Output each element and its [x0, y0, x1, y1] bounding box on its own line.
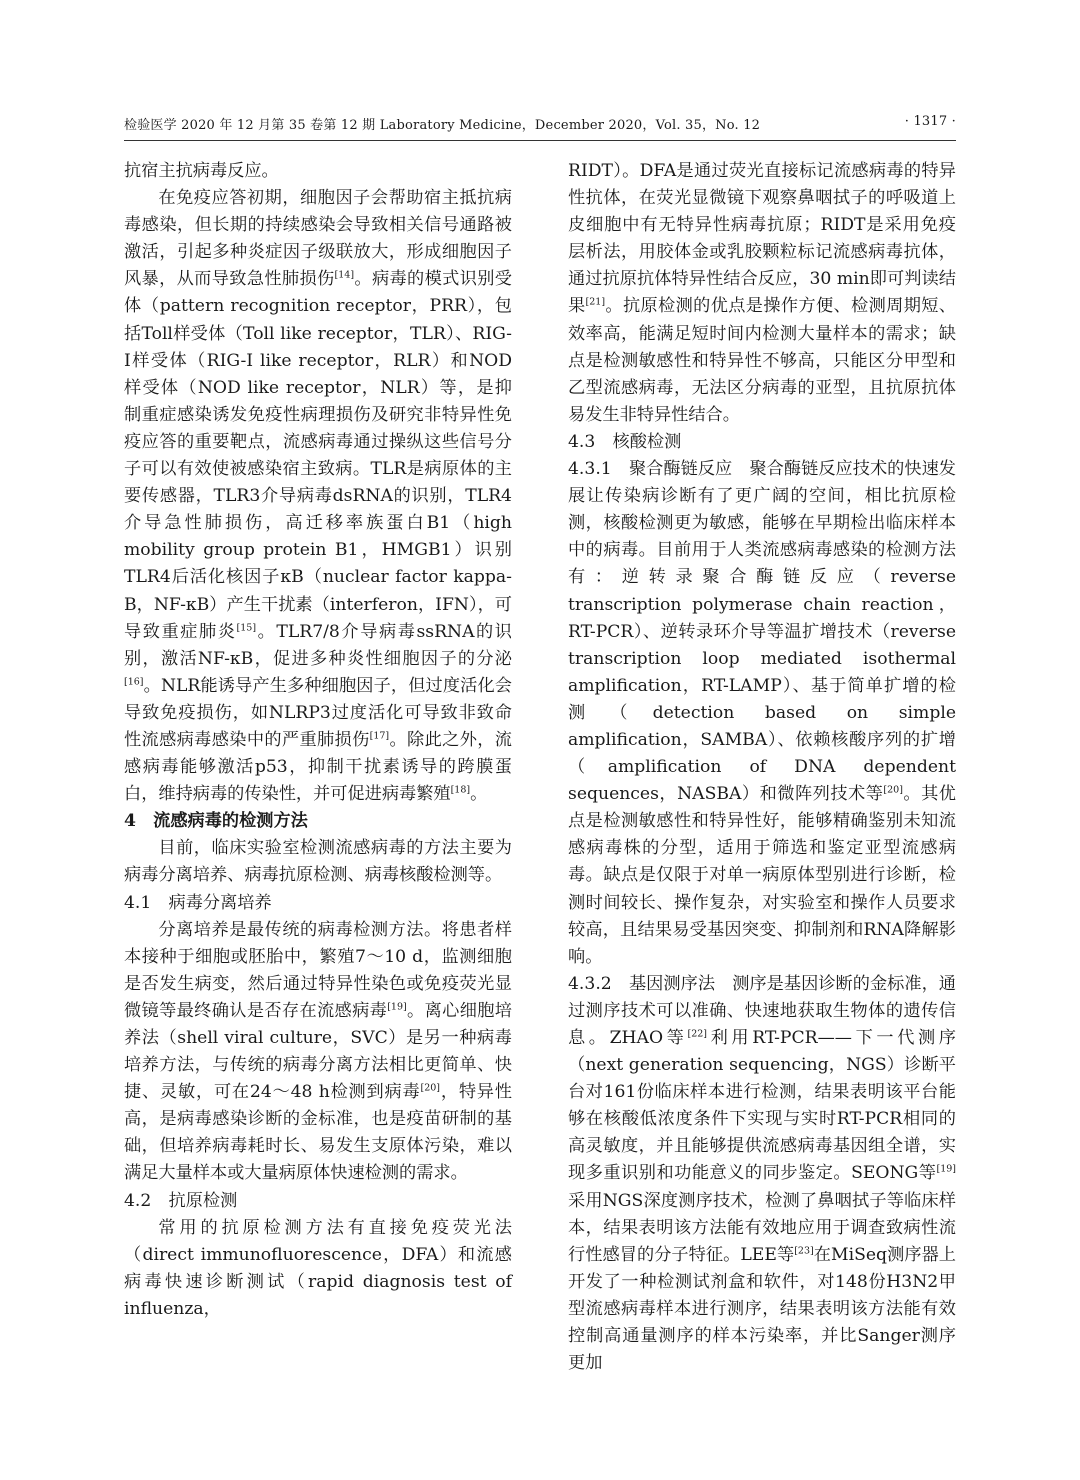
text-run: 4 流感病毒的检测方法	[124, 811, 308, 832]
text-run: 。	[470, 784, 488, 805]
paragraph	[124, 835, 512, 889]
text-run: 利用RT-PCR——下一代测序（next generation sequencing，NGS）诊断平台对161份临床样本进行检测，结果表明该平台能够在核酸低浓度条件下实现与实时RT-PCR相同的高灵敏度，并且能够提供流感病毒基因组全谱，实现多重识别和功能意义的同步鉴定。SEONG等	[568, 1028, 956, 1184]
citation-ref: [21]	[585, 296, 606, 308]
citation-ref: [23]	[794, 1245, 814, 1257]
left-column	[124, 158, 512, 1323]
citation-ref: [22]	[687, 1028, 707, 1040]
paragraph	[568, 456, 956, 971]
text-run: 4.1 病毒分离培养	[124, 892, 272, 913]
paragraph	[568, 158, 956, 429]
text-run: 抗宿主抗病毒反应。	[124, 161, 279, 181]
text-run: 4.3.1 聚合酶链反应 聚合酶链反应技术的快速发展让传染病诊断有了更广阔的空间，相比抗原检测，核酸检测更为敏感，能够在早期检出临床样本中的病毒。目前用于人类流感病毒感染的检测方法有：逆转录聚合酶链反应（reverse transcription polymerase chain reaction，RT-PCR）、逆转录环介导等温扩增技术（reverse transcription loop mediated isothermal amplification，RT-LAMP）、基于简单扩增的检测（detection based on simple amplification，SAMBA）、依赖核酸序列的扩增（amplification of DNA dependent sequences，NASBA）和微阵列技术等	[568, 459, 956, 805]
citation-ref: [14]	[334, 269, 355, 281]
text-run: 在MiSeq测序器上开发了一种检测试剂盒和软件，对148份H3N2甲型流感病毒样本进行测序，结果表明该方法能有效控制高通量测序的样本污染率，并比Sanger测序更加	[568, 1244, 956, 1374]
citation-ref: [19]	[936, 1163, 956, 1175]
right-column	[568, 158, 956, 1377]
journal-citation: 检验医学 2020 年 12 月第 35 卷第 12 期 Laboratory Medicine，December 2020，Vol. 35，No. 12	[124, 118, 761, 133]
citation-ref: [15]	[236, 621, 257, 633]
citation-ref: [20]	[883, 784, 903, 796]
text-run: 目前，临床实验室检测流感病毒的方法主要为病毒分离培养、病毒抗原检测、病毒核酸检测等。	[124, 838, 512, 886]
citation-ref: [17]	[369, 730, 390, 742]
text-run: 。TLR7/8介导病毒ssRNA的识别，激活NF-κB，促进多种炎性细胞因子的分泌	[124, 621, 512, 669]
text-run: 。病毒的模式识别受体（pattern recognition receptor，PRR），包括Toll样受体（Toll like receptor，TLR）、RIG-I样受体（RIG-I like receptor，RLR）和NOD样受体（NOD like receptor，NLR）等，是抑制重症感染诱发免疫性病理损伤及研究非特异性免疫应答的重要靶点，流感病毒通过操纵这些信号分子可以有效使被感染宿主致病。TLR是病原体的主要传感器，TLR3介导病毒dsRNA的识别，TLR4介导急性肺损伤，高迁移率族蛋白B1（high mobility group protein B1，HMGB1）识别TLR4后活化核因子κB（nuclear factor kappa-B，NF-κB）产生干扰素（interferon，IFN），可导致重症肺炎	[124, 269, 512, 642]
text-run: 采用NGS深度测序技术，检测了鼻咽拭子等临床样本，结果表明该方法能有效地应用于调查致病性流行性感冒的分子特征。LEE等	[568, 1190, 956, 1265]
citation-ref: [20]	[420, 1082, 441, 1094]
paragraph	[124, 185, 512, 808]
subsection-heading	[124, 890, 512, 917]
page-number: · 1317 ·	[904, 114, 956, 129]
citation-ref: [16]	[124, 676, 144, 688]
text-run: 。NLR能诱导产生多种细胞因子，但过度活化会导致免疫损伤，如NLRP3过度活化可导致非致命性流感病毒感染中的严重肺损伤	[124, 675, 512, 750]
paragraph	[124, 917, 512, 1188]
subsection-heading	[568, 429, 956, 456]
text-run: 。其优点是检测敏感性和特异性好，能够精确鉴别未知流感病毒株的分型，适用于筛选和鉴定亚型流感病毒。缺点是仅限于对单一病原体型别进行诊断，检测时间较长、操作复杂，对实验室和操作人员要求较高，且结果易受基因突变、抑制剂和RNA降解影响。	[568, 784, 956, 967]
text-run: 4.3.2 基因测序法 测序是基因诊断的金标准，通过测序技术可以准确、快速地获取生物体的遗传信息。ZHAO等	[568, 973, 956, 1048]
citation-ref: [18]	[450, 784, 471, 796]
citation-ref: [19]	[387, 1001, 407, 1013]
paragraph	[124, 1215, 512, 1323]
paragraph	[124, 158, 512, 185]
header-rule	[124, 140, 956, 141]
text-run: 在免疫应答初期，细胞因子会帮助宿主抵抗病毒感染，但长期的持续感染会导致相关信号通路被激活，引起多种炎症因子级联放大，形成细胞因子风暴，从而导致急性肺损伤	[124, 188, 512, 290]
text-run: ，特异性高，是病毒感染诊断的金标准，也是疫苗研制的基础，但培养病毒耗时长、易发生支原体污染，难以满足大量样本或大量病原体快速检测的需求。	[124, 1082, 512, 1184]
subsection-heading	[124, 1188, 512, 1215]
text-run: 。离心细胞培养法（shell viral culture，SVC）是另一种病毒培养方法，与传统的病毒分离方法相比更简单、快捷、灵敏，可在24～48 h检测到病毒	[124, 1000, 512, 1103]
text-run: 。除此之外，流感病毒能够激活p53，抑制干扰素诱导的跨膜蛋白，维持病毒的传染性，并可促进病毒繁殖	[124, 729, 512, 805]
text-run: 4.3 核酸检测	[568, 431, 682, 452]
running-header	[124, 114, 956, 136]
text-run: RIDT）。DFA是通过荧光直接标记流感病毒的特异性抗体，在荧光显微镜下观察鼻咽拭子的呼吸道上皮细胞中有无特异性病毒抗原；RIDT是采用免疫层析法，用胶体金或乳胶颗粒标记流感病毒抗体，通过抗原抗体特异性结合反应，30 min即可判读结果	[568, 161, 956, 317]
text-run: 常用的抗原检测方法有直接免疫荧光法（direct immunofluorescence，DFA）和流感病毒快速诊断测试（rapid diagnosis test of influenza，	[124, 1217, 512, 1319]
text-run: 4.2 抗原检测	[124, 1190, 238, 1211]
section-heading	[124, 808, 512, 835]
paragraph	[568, 971, 956, 1377]
text-run: 。抗原检测的优点是操作方便、检测周期短、效率高，能满足短时间内检测大量样本的需求；缺点是检测敏感性和特异性不够高，只能区分甲型和乙型流感病毒，无法区分病毒的亚型，且抗原抗体易发生非特异性结合。	[568, 296, 956, 425]
text-run: 分离培养是最传统的病毒检测方法。将患者样本接种于细胞或胚胎中，繁殖7～10 d，监测细胞是否发生病变，然后通过特异性染色或免疫荧光显微镜等最终确认是否存在流感病毒	[124, 919, 512, 1021]
